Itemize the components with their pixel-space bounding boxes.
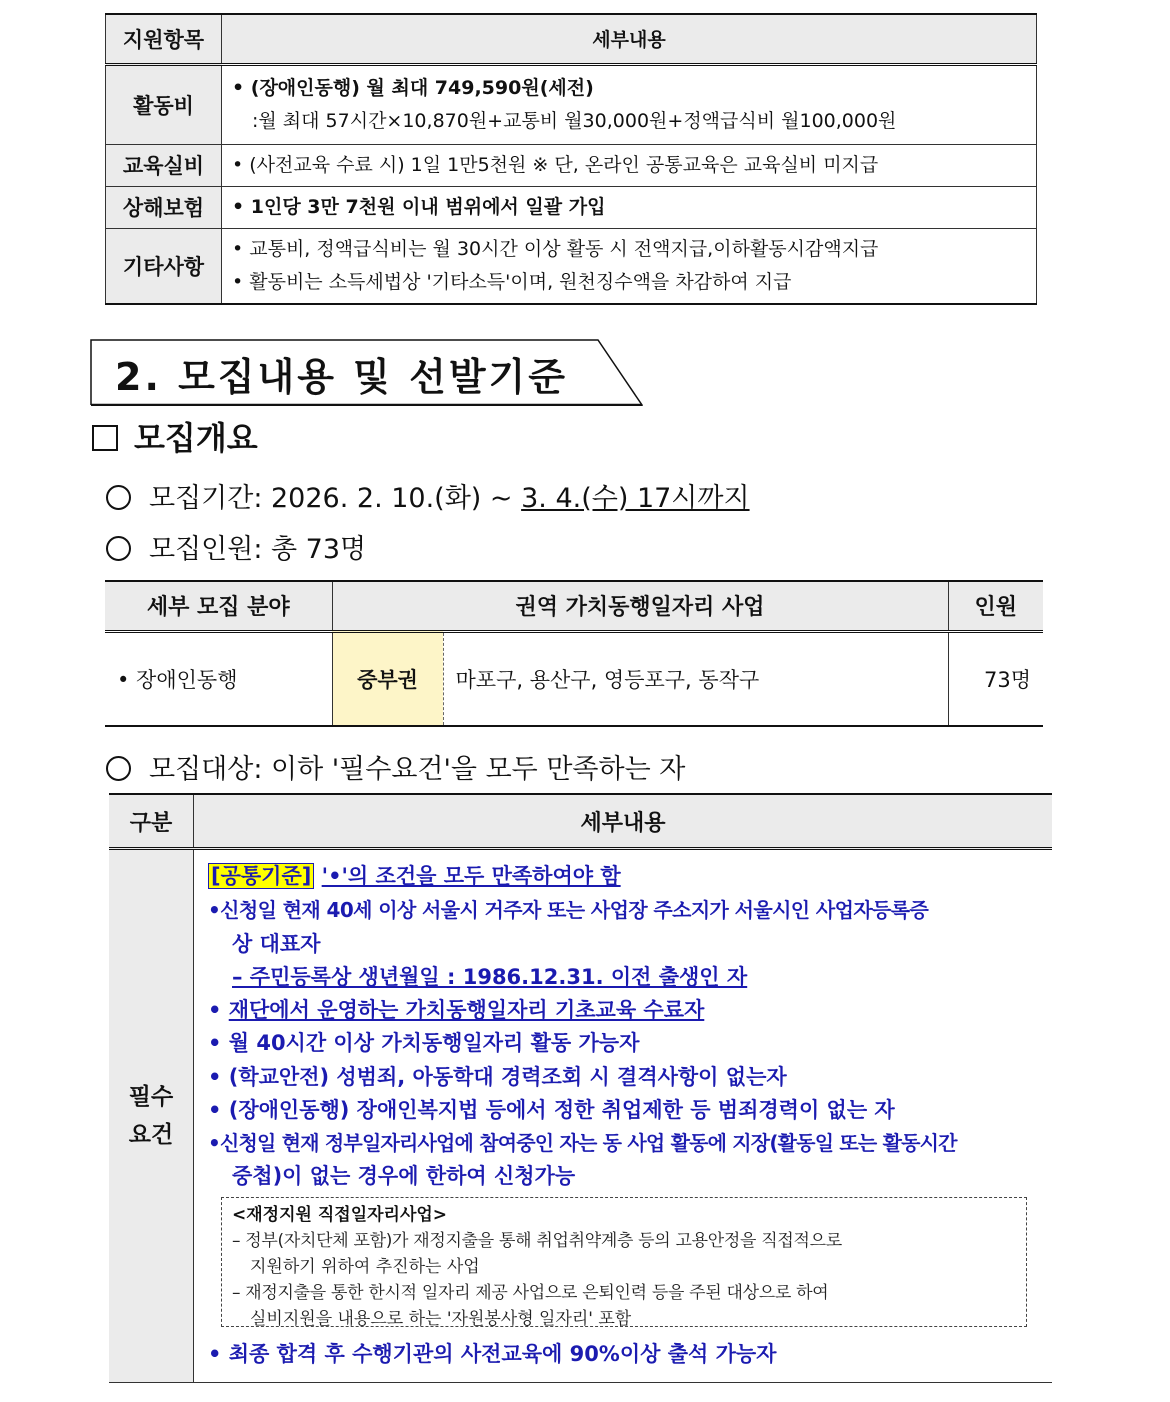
circle-icon [106, 536, 131, 561]
districts-cell: 마포구, 용산구, 영등포구, 동작구 [443, 631, 948, 726]
req-item-3: • 월 40시간 이상 가치동행일자리 활동 가능자 [208, 1031, 640, 1055]
box-line-4: 실비지원을 내용으로 하는 '자원봉사형 일자리' 포함 [250, 1309, 632, 1329]
region-cell: 중부권 [332, 631, 443, 726]
recruit-target [106, 747, 685, 786]
row-education-details [222, 144, 1037, 186]
label-line-2: 요건 [128, 1122, 174, 1148]
header-field: 세부 모집 분야 [105, 581, 332, 631]
activity-line-1: • (장애인동행) 월 최대 749,590원(세전) [232, 76, 594, 99]
req-item-2: • 재단에서 운영하는 가치동행일자리 기초교육 수료자 [208, 998, 705, 1022]
req-item-2-text: 재단에서 운영하는 가치동행일자리 기초교육 수료자 [228, 998, 705, 1022]
box-line-1: – 정부(자치단체 포함)가 재정지출을 통해 취업취약계층 등의 고용안정을 직접적으로 [232, 1231, 842, 1251]
row-insurance-details [222, 186, 1037, 228]
header-support-item: 지원항목 [106, 14, 222, 64]
requirements-label [109, 850, 194, 1382]
period-label: 모집기간: 2026. 2. 10.(화) ~ [149, 483, 522, 514]
direct-job-info-box [221, 1197, 1027, 1327]
common-criteria [208, 860, 621, 890]
other-line-2: • 활동비는 소득세법상 '기타소득'이며, 원천징수액을 차감하여 지급 [232, 270, 792, 293]
row-other-details [222, 228, 1037, 304]
req-item-1-cont: 상 대표자 [232, 932, 321, 956]
row-activity-details [222, 64, 1037, 144]
header-category: 구분 [109, 795, 194, 847]
box-title: <재정지원 직접일자리사업> [232, 1205, 448, 1225]
overview-heading-text: 모집개요 [134, 419, 258, 457]
requirements-table [109, 793, 1052, 1383]
req-item-1: •신청일 현재 40세 이상 서울시 거주자 또는 사업장 주소지가 서울시인 사업자등록증 [208, 898, 929, 922]
period-end: 3. 4.(수) 17시까지 [521, 483, 750, 514]
header-count: 인원 [948, 581, 1043, 631]
requirements-row [109, 850, 1052, 1383]
row-label-insurance: 상해보험 [106, 186, 222, 228]
req-item-6: •신청일 현재 정부일자리사업에 참여중인 자는 동 사업 활동에 지장(활동일 또는 활동시간 [208, 1131, 957, 1155]
activity-line-2: :월 최대 57시간×10,870원+교통비 월30,000원+정액급식비 월100,000원 [252, 109, 897, 132]
requirements-content [194, 850, 1052, 1382]
row-label-education: 교육실비 [106, 144, 222, 186]
target-text: 모집대상: 이하 '필수요건'을 모두 만족하는 자 [149, 754, 686, 785]
recruit-period [106, 476, 750, 515]
section-title: 2. 모집내용 및 선발기준 [115, 355, 568, 399]
req-item-5: • (장애인동행) 장애인복지법 등에서 정한 취업제한 등 범죄경력이 없는 자 [208, 1098, 895, 1122]
label-line-1: 필수 [128, 1084, 174, 1110]
field-cell: • 장애인동행 [105, 631, 332, 726]
square-icon [92, 425, 118, 451]
count-text: 모집인원: 총 73명 [149, 534, 367, 565]
common-criteria-text: '•'의 조건을 모두 만족하여야 함 [321, 864, 621, 888]
row-label-activity: 활동비 [106, 64, 222, 144]
common-criteria-tag: [공통기준] [208, 863, 314, 889]
header-req-details: 세부내용 [580, 810, 666, 836]
req-item-4: • (학교안전) 성범죄, 아동학대 경력조회 시 결격사항이 없는자 [208, 1065, 787, 1089]
header-details: 세부내용 [222, 14, 1037, 64]
support-table [105, 13, 1037, 305]
circle-icon [106, 485, 131, 510]
recruit-table [105, 580, 1043, 727]
requirements-header [109, 793, 1052, 850]
row-label-other: 기타사항 [106, 228, 222, 304]
insurance-line-1: • 1인당 3만 7천원 이내 범위에서 일괄 가입 [232, 195, 606, 218]
box-line-3: – 재정지출을 통한 한시적 일자리 제공 사업으로 은퇴인력 등을 주된 대상으로 하여 [232, 1283, 829, 1303]
req-item-7: • 최종 합격 후 수행기관의 사전교육에 90%이상 출석 가능자 [208, 1342, 777, 1366]
recruit-count [106, 527, 366, 566]
req-item-6-cont: 중첩)이 없는 경우에 한하여 신청가능 [232, 1164, 576, 1188]
education-line-1: • (사전교육 수료 시) 1일 1만5천원 ※ 단, 온라인 공통교육은 교육실비 미지급 [232, 153, 879, 176]
req-item-1-sub: – 주민등록상 생년월일 : 1986.12.31. 이전 출생인 자 [232, 965, 748, 989]
overview-heading [92, 413, 258, 459]
header-project: 권역 가치동행일자리 사업 [332, 581, 948, 631]
other-line-1: • 교통비, 정액급식비는 월 30시간 이상 활동 시 전액지급,이하활동시감액지급 [232, 237, 879, 260]
count-cell: 73명 [983, 667, 1031, 692]
box-line-2: 지원하기 위하여 추진하는 사업 [250, 1257, 480, 1277]
circle-icon [106, 756, 131, 781]
